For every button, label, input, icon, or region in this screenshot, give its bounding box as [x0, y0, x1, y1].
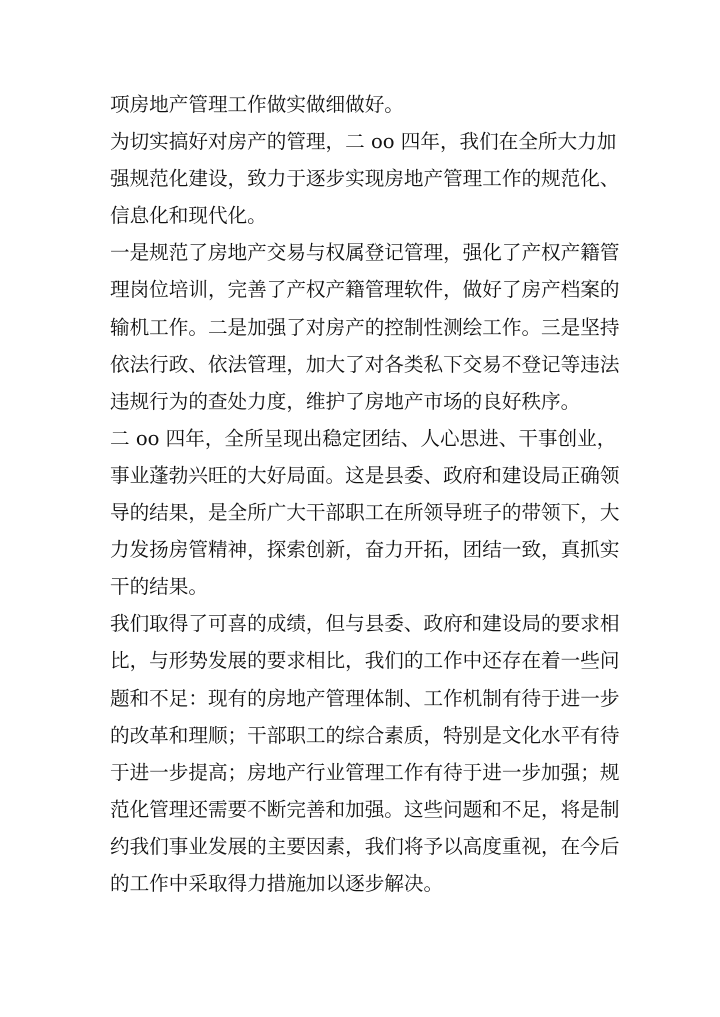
- text-line: 一是规范了房地产交易与权属登记管理，强化了产权产籍管: [110, 241, 620, 265]
- text-line: 为切实搞好对房产的管理，二 oo 四年，我们在全所大力加: [110, 130, 617, 154]
- text-line: 干的结果。: [110, 575, 208, 599]
- text-line: 题和不足：现有的房地产管理体制、工作机制有待于进一步: [110, 686, 620, 710]
- text-line: 于进一步提高；房地产行业管理工作有待于进一步加强；规: [110, 760, 620, 784]
- text-line: 信息化和现代化。: [110, 204, 267, 228]
- text-line: 项房地产管理工作做实做细做好。: [110, 93, 404, 116]
- text-line: 范化管理还需要不断完善和加强。这些问题和不足，将是制: [110, 797, 620, 821]
- text-line: 事业蓬勃兴旺的大好局面。这是县委、政府和建设局正确领: [110, 463, 620, 487]
- text-line: 违规行为的查处力度，维护了房地产市场的良好秩序。: [110, 389, 581, 413]
- text-line: 理岗位培训，完善了产权产籍管理软件，做好了房产档案的: [110, 278, 620, 302]
- text-line: 强规范化建设，致力于逐步实现房地产管理工作的规范化、: [110, 167, 620, 191]
- document-body: [110, 86, 620, 902]
- text-line: 二 oo 四年，全所呈现出稳定团结、人心思进、干事创业，: [110, 426, 617, 450]
- text-line: 约我们事业发展的主要因素，我们将予以高度重视，在今后: [110, 834, 620, 858]
- text-line: 导的结果，是全所广大干部职工在所领导班子的带领下，大: [110, 501, 620, 525]
- text-line: 的改革和理顺；干部职工的综合素质，特别是文化水平有待: [110, 723, 620, 747]
- text-line: 依法行政、依法管理，加大了对各类私下交易不登记等违法: [110, 352, 620, 376]
- text-line: 力发扬房管精神，探索创新，奋力开拓，团结一致，真抓实: [110, 538, 620, 562]
- text-line: 的工作中采取得力措施加以逐步解决。: [110, 871, 444, 895]
- text-line: 比，与形势发展的要求相比，我们的工作中还存在着一些问: [110, 649, 620, 673]
- text-line: 我们取得了可喜的成绩，但与县委、政府和建设局的要求相: [110, 612, 620, 636]
- text-line: 输机工作。二是加强了对房产的控制性测绘工作。三是坚持: [110, 315, 620, 339]
